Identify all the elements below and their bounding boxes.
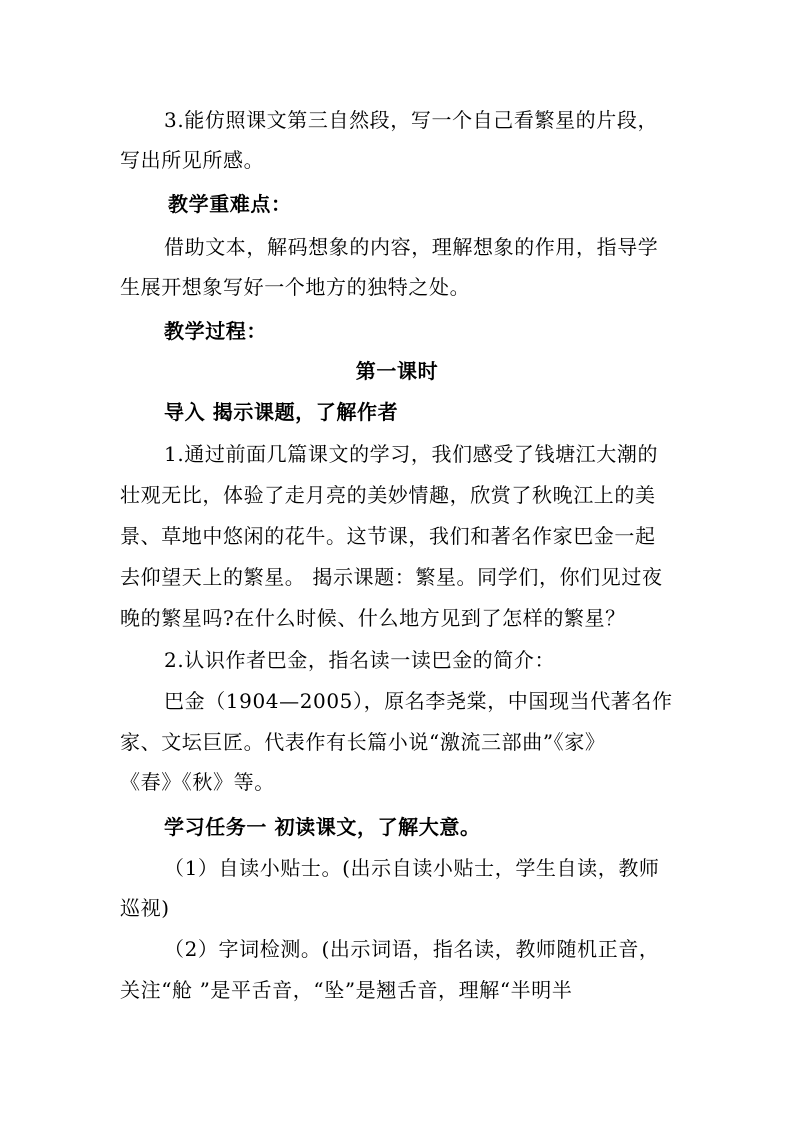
objective-3-line-1: 3.能仿照课文第三自然段，写一个自己看繁星的片段， [164,108,659,132]
task-1-step-2-line-2: 关注“舱 ”是平舌音，“坠”是翘舌音，理解“半明半 [120,978,573,1002]
intro-para-line-3: 景、草地中悠闲的花牛。这节课，我们和著名作家巴金一起 [120,524,656,548]
task-1-step-1-line-2: 巡视) [120,896,170,920]
task-1-step-1-line-1: （1）自读小贴士。(出示自读小贴士，学生自读，教师 [164,856,660,880]
section-heading-intro: 导入 揭示课题，了解作者 [164,400,399,424]
task-1-step-2-line-1: （2）字词检测。(出示词语，指名读，教师随机正音， [164,937,660,961]
section-heading-task-1: 学习任务一 初读课文，了解大意。 [164,815,481,839]
key-points-line-2: 生展开想象写好一个地方的独特之处。 [120,275,471,299]
section-heading-key-points: 教学重难点： [168,192,292,216]
author-bio-line-2: 家、文坛巨匠。代表作有长篇小说“激流三部曲”《家》 [120,730,606,754]
objective-3-line-2: 写出所见所感。 [120,148,265,172]
key-points-line-1: 借助文本，解码想象的内容，理解想象的作用，指导学 [164,235,659,259]
author-bio-line-1: 巴金（1904—2005），原名李尧棠，中国现当代著名作 [164,689,673,713]
author-intro-line: 2.认识作者巴金，指名读一读巴金的简介： [164,648,556,672]
author-bio-line-3: 《春》《秋》等。 [120,770,275,794]
section-heading-process: 教学过程： [164,319,267,343]
intro-para-line-5: 晚的繁星吗?在什么时候、什么地方见到了怎样的繁星？ [120,606,626,630]
intro-para-line-4: 去仰望天上的繁星。 揭示课题：繁星。同学们，你们见过夜 [120,565,663,589]
intro-para-line-2: 壮观无比，体验了走月亮的美妙情趣，欣赏了秋晚江上的美 [120,483,656,507]
intro-para-line-1: 1.通过前面几篇课文的学习，我们感受了钱塘江大潮的 [164,442,659,466]
lesson-title: 第一课时 [355,359,439,383]
